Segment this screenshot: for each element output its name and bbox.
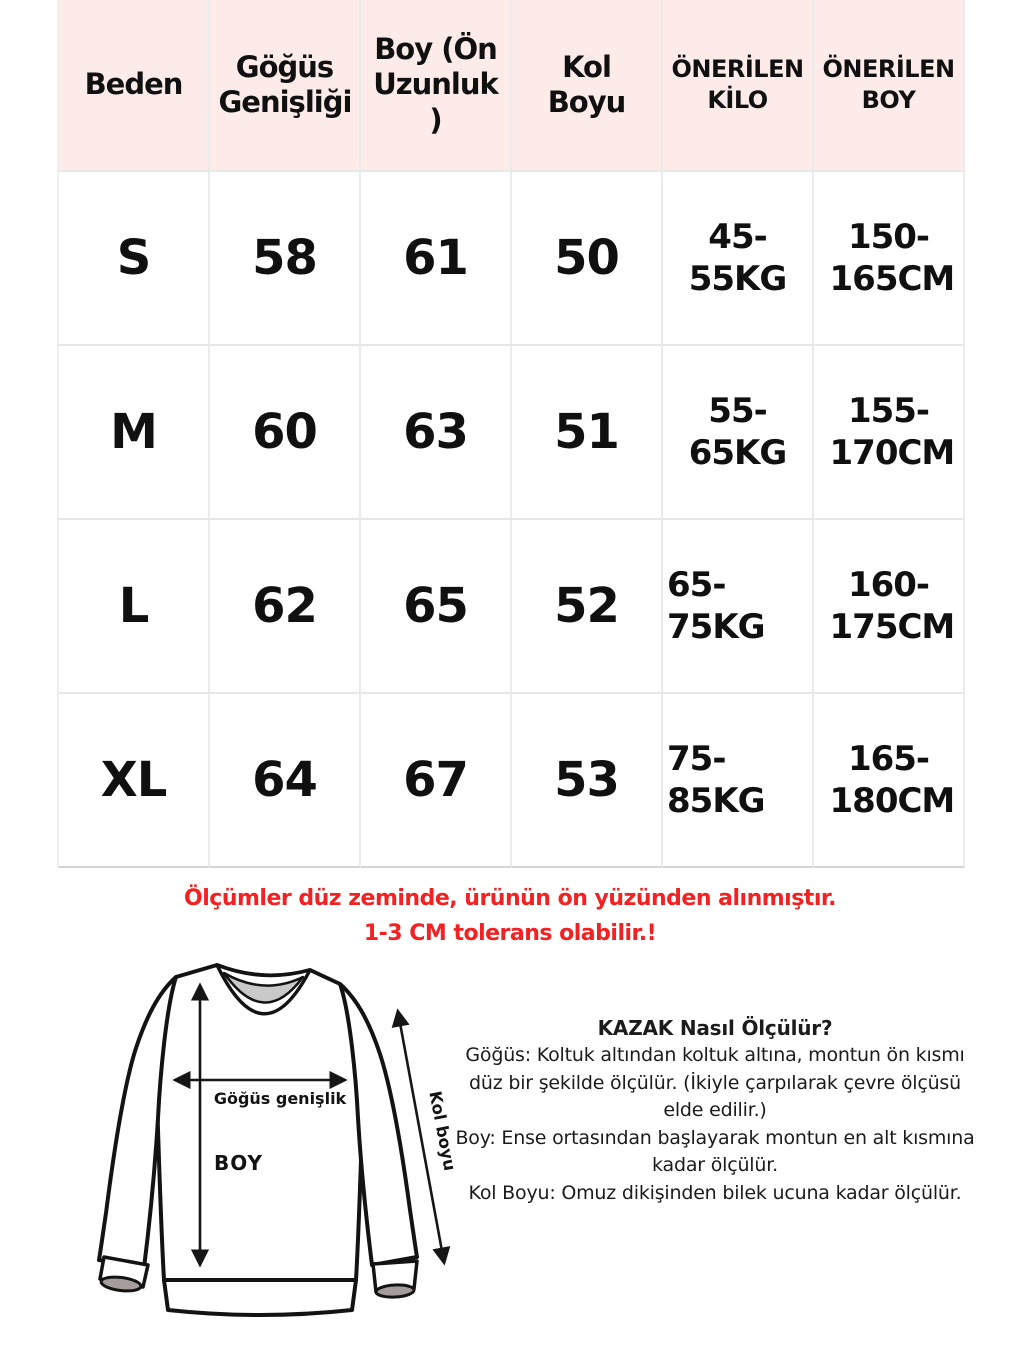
- front-length-cell: [361, 346, 512, 520]
- height-range-value: 165-180CM: [829, 738, 955, 821]
- header-cell-onerilen-kilo: [663, 0, 814, 172]
- right-cuff-opening: [376, 1284, 415, 1298]
- header-cell-gogus-genisligi: [210, 0, 361, 172]
- header-label: ÖNERİLEN BOY: [822, 54, 955, 114]
- sleeve-cell: [512, 172, 663, 346]
- header-label: Kol Boyu: [547, 49, 626, 119]
- chest-value: 62: [252, 577, 317, 634]
- howto-item-length: Boy: Ense ortasından başlayarak montun en alt kısmına kadar ölçülür.: [455, 1126, 975, 1176]
- chest-cell: [210, 172, 361, 346]
- header-cell-boy-on-uzunluk: [361, 0, 512, 172]
- weight-range-value: 65-75KG: [667, 564, 765, 647]
- front-length-value: 67: [403, 751, 468, 808]
- header-label: Beden: [84, 67, 183, 102]
- front-length-value: 61: [403, 229, 468, 286]
- size-cell: [59, 520, 210, 694]
- height-range-cell: [814, 520, 965, 694]
- sleeve-value: 50: [554, 229, 619, 286]
- chest-value: 64: [252, 751, 317, 808]
- front-length-cell: [361, 520, 512, 694]
- size-value: S: [116, 229, 151, 286]
- chest-cell: [210, 694, 361, 868]
- size-value: XL: [100, 751, 167, 808]
- header-label: Boy (Ön Uzunluk ): [373, 31, 498, 137]
- header-cell-onerilen-boy: [814, 0, 965, 172]
- sleeve-value: 53: [554, 751, 619, 808]
- sleeve-length-label: Kol boyu: [425, 1089, 460, 1173]
- weight-range-value: 55-65KG: [688, 390, 787, 473]
- size-value: L: [118, 577, 149, 634]
- sleeve-cell: [512, 694, 663, 868]
- sleeve-cell: [512, 346, 663, 520]
- weight-range-cell: [663, 520, 814, 694]
- sweater-hem-band: [164, 1280, 356, 1315]
- sleeve-value: 51: [554, 403, 619, 460]
- sweater-measurement-diagram: [68, 948, 468, 1360]
- sweater-svg: [68, 948, 468, 1360]
- header-cell-kol-boyu: [512, 0, 663, 172]
- howto-title: KAZAK Nasıl Ölçülür?: [597, 1016, 833, 1040]
- size-cell: [59, 172, 210, 346]
- weight-range-cell: [663, 694, 814, 868]
- chest-cell: [210, 520, 361, 694]
- size-cell: [59, 346, 210, 520]
- height-range-value: 160-175CM: [829, 564, 955, 647]
- chest-cell: [210, 346, 361, 520]
- weight-range-value: 75-85KG: [667, 738, 765, 821]
- chest-width-label: Göğüs genişlik: [213, 1089, 347, 1108]
- size-value: M: [110, 403, 157, 460]
- chest-value: 58: [252, 229, 317, 286]
- disclaimer-line-1: Ölçümler düz zeminde, ürünün ön yüzünden alınmıştır.: [184, 886, 836, 911]
- size-cell: [59, 694, 210, 868]
- height-range-value: 150-165CM: [829, 216, 955, 299]
- howto-item-chest: Göğüs: Koltuk altından koltuk altına, montun ön kısmı düz bir şekilde ölçülür. (İkiyle çarpılarak çevre ölçüsü elde edilir.): [465, 1044, 965, 1121]
- howto-section: [455, 1014, 975, 1207]
- front-length-value: 65: [403, 577, 468, 634]
- header-label: ÖNERİLEN KİLO: [671, 54, 804, 114]
- height-range-cell: [814, 172, 965, 346]
- length-label: BOY: [214, 1151, 264, 1175]
- weight-range-cell: [663, 346, 814, 520]
- height-range-cell: [814, 346, 965, 520]
- header-cell-beden: [59, 0, 210, 172]
- height-range-cell: [814, 694, 965, 868]
- front-length-cell: [361, 694, 512, 868]
- weight-range-cell: [663, 172, 814, 346]
- sleeve-cell: [512, 520, 663, 694]
- weight-range-value: 45-55KG: [688, 216, 787, 299]
- sleeve-value: 52: [554, 577, 619, 634]
- measurement-disclaimer: [0, 881, 1020, 951]
- chest-value: 60: [252, 403, 317, 460]
- howto-item-sleeve: Kol Boyu: Omuz dikişinden bilek ucuna kadar ölçülür.: [468, 1181, 962, 1204]
- front-length-cell: [361, 172, 512, 346]
- size-table: [57, 0, 965, 868]
- front-length-value: 63: [403, 403, 468, 460]
- header-label: Göğüs Genişliği: [218, 49, 352, 119]
- disclaimer-line-2: 1-3 CM tolerans olabilir.!: [363, 921, 657, 946]
- height-range-value: 155-170CM: [829, 390, 955, 473]
